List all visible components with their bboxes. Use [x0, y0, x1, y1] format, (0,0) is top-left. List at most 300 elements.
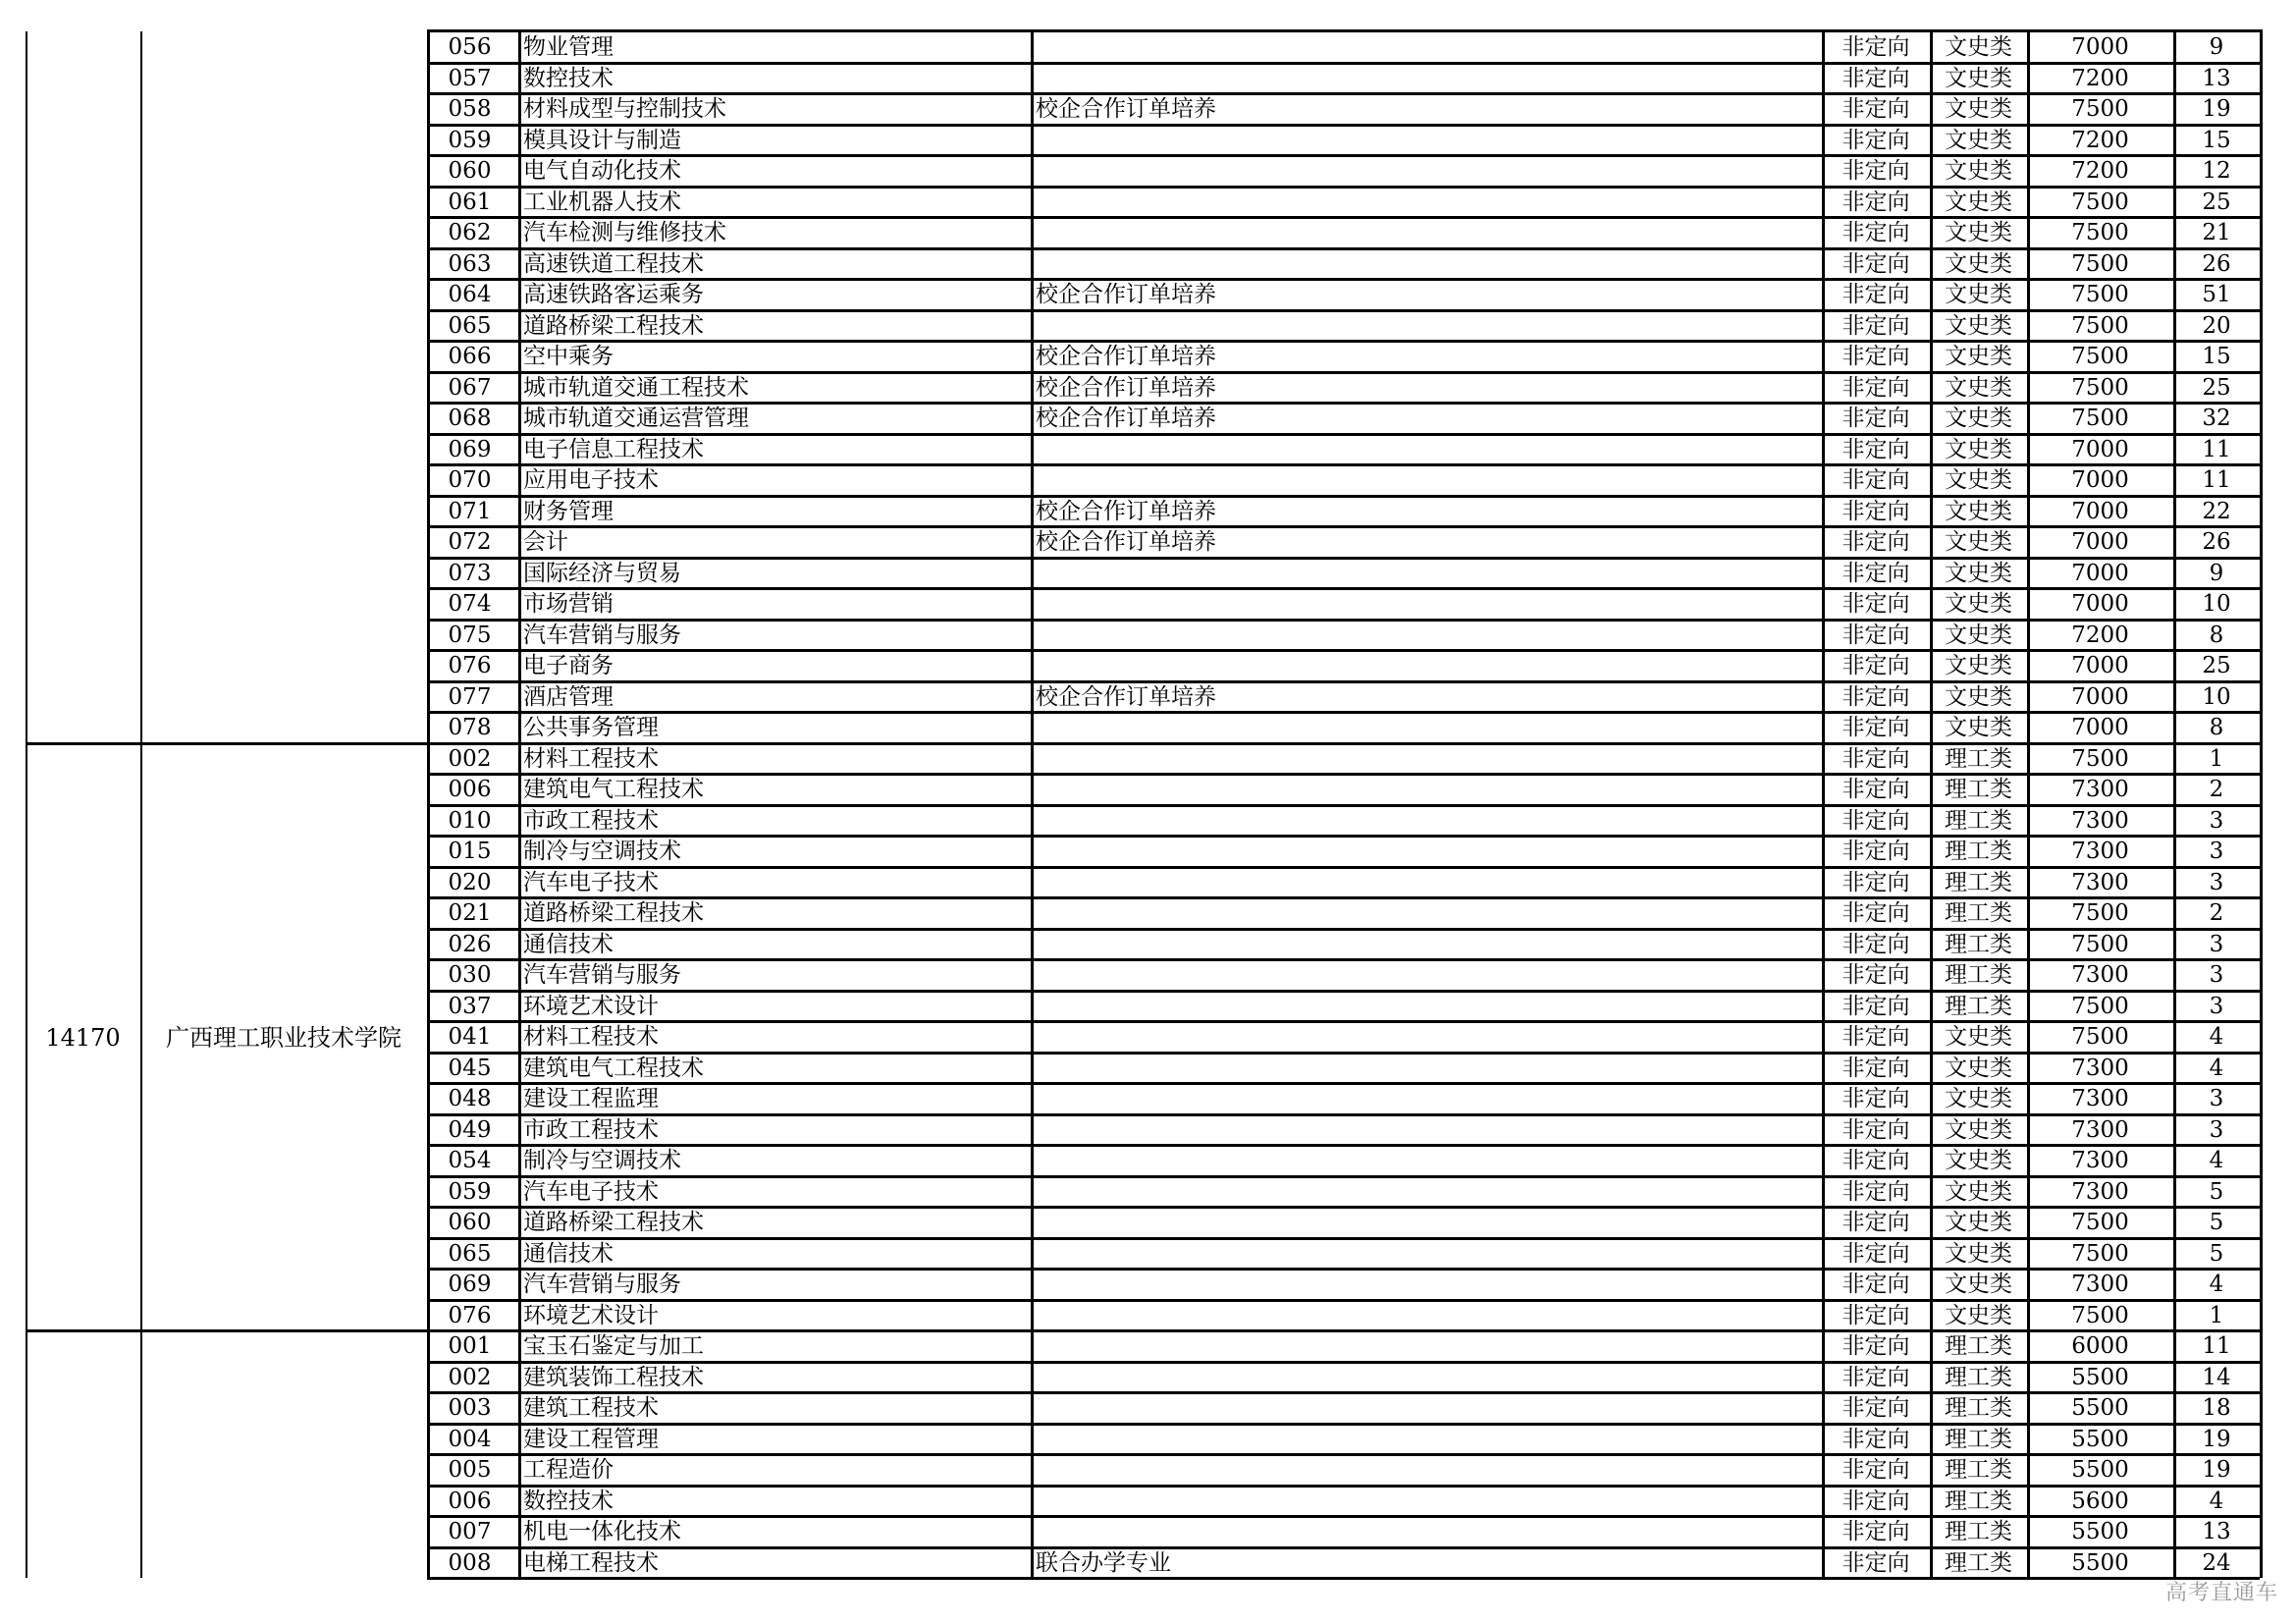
subject-category: 文史类 — [1945, 189, 2012, 215]
major-name: 建设工程管理 — [523, 1426, 659, 1452]
plan-count: 3 — [2209, 1086, 2224, 1112]
major-code: 002 — [448, 1364, 492, 1390]
major-name: 道路桥梁工程技术 — [523, 900, 704, 927]
major-code: 072 — [448, 529, 492, 556]
tuition-fee: 7200 — [2071, 158, 2129, 185]
subject-category: 理工类 — [1945, 1333, 2012, 1360]
major-code: 075 — [448, 622, 492, 648]
major-code: 008 — [448, 1549, 492, 1576]
subject-category: 理工类 — [1945, 1457, 2012, 1484]
plan-count: 18 — [2202, 1395, 2231, 1422]
plan-type: 非定向 — [1842, 962, 1910, 989]
tuition-fee: 5500 — [2071, 1457, 2129, 1484]
major-name: 通信技术 — [523, 931, 614, 957]
major-code: 076 — [448, 1302, 492, 1328]
major-name: 材料工程技术 — [523, 745, 659, 772]
plan-type: 非定向 — [1842, 189, 1910, 215]
row-border — [427, 1237, 2260, 1240]
plan-count: 12 — [2202, 158, 2231, 185]
plan-type: 非定向 — [1842, 653, 1910, 679]
plan-type: 非定向 — [1842, 1488, 1910, 1514]
plan-count: 26 — [2202, 250, 2231, 277]
tuition-fee: 7500 — [2071, 1302, 2129, 1328]
major-name: 汽车营销与服务 — [523, 1272, 681, 1298]
plan-count: 11 — [2202, 436, 2231, 462]
tuition-fee: 7500 — [2071, 1024, 2129, 1051]
row-border — [427, 1268, 2260, 1271]
column-border — [2027, 29, 2030, 1578]
major-name: 道路桥梁工程技术 — [523, 1210, 704, 1236]
tuition-fee: 7200 — [2071, 622, 2129, 648]
plan-type: 非定向 — [1842, 467, 1910, 494]
tuition-fee: 7500 — [2071, 993, 2129, 1019]
tuition-fee: 7000 — [2071, 683, 2129, 710]
subject-category: 理工类 — [1945, 1549, 2012, 1576]
plan-type: 非定向 — [1842, 529, 1910, 556]
tuition-fee: 7000 — [2071, 34, 2129, 61]
plan-count: 5 — [2209, 1210, 2224, 1236]
subject-category: 文史类 — [1945, 312, 2012, 339]
tuition-fee: 7300 — [2071, 807, 2129, 834]
column-border — [518, 29, 521, 1578]
major-name: 高速铁路客运乘务 — [523, 282, 704, 308]
subject-category: 文史类 — [1945, 406, 2012, 432]
plan-type: 非定向 — [1842, 1240, 1910, 1267]
plan-type: 非定向 — [1842, 993, 1910, 1019]
school-name: 广西理工职业技术学院 — [166, 1024, 401, 1053]
major-name: 应用电子技术 — [523, 467, 659, 494]
major-note: 校企合作订单培养 — [1036, 374, 1216, 401]
major-code: 062 — [448, 220, 492, 246]
subject-category: 理工类 — [1945, 745, 2012, 772]
major-code: 070 — [448, 467, 492, 494]
tuition-fee: 7300 — [2071, 1148, 2129, 1174]
major-name: 建筑装饰工程技术 — [523, 1364, 704, 1390]
plan-type: 非定向 — [1842, 1086, 1910, 1112]
plan-type: 非定向 — [1842, 65, 1910, 91]
row-border — [427, 92, 2260, 95]
subject-category: 文史类 — [1945, 498, 2012, 524]
row-border — [427, 1577, 2260, 1580]
plan-count: 3 — [2209, 931, 2224, 957]
major-code: 065 — [448, 312, 492, 339]
major-name: 工业机器人技术 — [523, 189, 681, 215]
tuition-fee: 7300 — [2071, 777, 2129, 803]
plan-count: 24 — [2202, 1549, 2231, 1576]
row-border — [427, 495, 2260, 498]
major-code: 005 — [448, 1457, 492, 1484]
subject-category: 文史类 — [1945, 1210, 2012, 1236]
tuition-fee: 7000 — [2071, 498, 2129, 524]
major-code: 015 — [448, 839, 492, 865]
row-border — [427, 928, 2260, 931]
plan-type: 非定向 — [1842, 158, 1910, 185]
major-name: 建筑电气工程技术 — [523, 1055, 704, 1081]
row-border — [427, 371, 2260, 374]
plan-count: 14 — [2202, 1364, 2231, 1390]
row-border — [427, 1515, 2260, 1518]
school-separator — [26, 742, 427, 745]
major-name: 公共事务管理 — [523, 715, 659, 741]
row-border — [427, 990, 2260, 993]
row-border — [427, 1082, 2260, 1085]
row-border — [427, 402, 2260, 405]
plan-type: 非定向 — [1842, 683, 1910, 710]
major-name: 空中乘务 — [523, 344, 614, 370]
tuition-fee: 7500 — [2071, 900, 2129, 927]
major-code: 069 — [448, 436, 492, 462]
row-border — [427, 866, 2260, 869]
major-name: 材料工程技术 — [523, 1024, 659, 1051]
row-border — [427, 773, 2260, 776]
subject-category: 文史类 — [1945, 591, 2012, 618]
tuition-fee: 7000 — [2071, 560, 2129, 586]
subject-category: 文史类 — [1945, 653, 2012, 679]
major-code: 059 — [448, 1178, 492, 1205]
plan-count: 10 — [2202, 591, 2231, 618]
major-code: 064 — [448, 282, 492, 308]
major-name: 汽车电子技术 — [523, 869, 659, 895]
plan-type: 非定向 — [1842, 1333, 1910, 1360]
tuition-fee: 7500 — [2071, 745, 2129, 772]
major-name: 电子信息工程技术 — [523, 436, 704, 462]
subject-category: 理工类 — [1945, 1426, 2012, 1452]
row-border — [427, 216, 2260, 219]
plan-type: 非定向 — [1842, 1116, 1910, 1143]
major-name: 环境艺术设计 — [523, 993, 659, 1019]
major-code: 004 — [448, 1426, 492, 1452]
plan-count: 11 — [2202, 1333, 2231, 1360]
major-name: 建筑电气工程技术 — [523, 777, 704, 803]
major-name: 建筑工程技术 — [523, 1395, 659, 1422]
major-name: 汽车检测与维修技术 — [523, 220, 726, 246]
major-code: 006 — [448, 1488, 492, 1514]
plan-count: 2 — [2209, 777, 2224, 803]
subject-category: 文史类 — [1945, 1178, 2012, 1205]
subject-category: 理工类 — [1945, 807, 2012, 834]
tuition-fee: 7300 — [2071, 869, 2129, 895]
school-left-border — [26, 31, 27, 1578]
plan-count: 19 — [2202, 1457, 2231, 1484]
tuition-fee: 7300 — [2071, 962, 2129, 989]
major-note: 校企合作订单培养 — [1036, 683, 1216, 710]
tuition-fee: 7000 — [2071, 653, 2129, 679]
row-border — [427, 804, 2260, 807]
row-border — [427, 309, 2260, 312]
column-border — [1930, 29, 1933, 1578]
plan-type: 非定向 — [1842, 777, 1910, 803]
major-code: 026 — [448, 931, 492, 957]
plan-type: 非定向 — [1842, 127, 1910, 153]
subject-category: 理工类 — [1945, 839, 2012, 865]
major-code: 077 — [448, 683, 492, 710]
major-code: 037 — [448, 993, 492, 1019]
subject-category: 文史类 — [1945, 1240, 2012, 1267]
major-code: 041 — [448, 1024, 492, 1051]
plan-type: 非定向 — [1842, 374, 1910, 401]
plan-type: 非定向 — [1842, 900, 1910, 927]
plan-type: 非定向 — [1842, 220, 1910, 246]
subject-category: 文史类 — [1945, 467, 2012, 494]
subject-category: 文史类 — [1945, 622, 2012, 648]
subject-category: 文史类 — [1945, 1116, 2012, 1143]
plan-count: 3 — [2209, 993, 2224, 1019]
subject-category: 文史类 — [1945, 34, 2012, 61]
plan-count: 4 — [2209, 1488, 2224, 1514]
tuition-fee: 7500 — [2071, 250, 2129, 277]
major-code: 057 — [448, 65, 492, 91]
subject-category: 文史类 — [1945, 683, 2012, 710]
plan-type: 非定向 — [1842, 282, 1910, 308]
major-code: 078 — [448, 715, 492, 741]
row-border — [427, 1175, 2260, 1178]
row-border — [427, 1329, 2260, 1332]
subject-category: 理工类 — [1945, 1364, 2012, 1390]
plan-count: 5 — [2209, 1178, 2224, 1205]
plan-count: 3 — [2209, 869, 2224, 895]
tuition-fee: 7000 — [2071, 467, 2129, 494]
row-border — [427, 1546, 2260, 1549]
tuition-fee: 7500 — [2071, 406, 2129, 432]
major-code: 071 — [448, 498, 492, 524]
tuition-fee: 7500 — [2071, 1240, 2129, 1267]
major-name: 电子商务 — [523, 653, 614, 679]
plan-type: 非定向 — [1842, 1210, 1910, 1236]
major-name: 工程造价 — [523, 1457, 614, 1484]
row-border — [427, 1391, 2260, 1394]
major-code: 074 — [448, 591, 492, 618]
major-name: 城市轨道交通工程技术 — [523, 374, 749, 401]
plan-type: 非定向 — [1842, 745, 1910, 772]
plan-type: 非定向 — [1842, 807, 1910, 834]
major-code: 054 — [448, 1148, 492, 1174]
major-code: 010 — [448, 807, 492, 834]
row-border — [427, 1299, 2260, 1302]
subject-category: 文史类 — [1945, 282, 2012, 308]
major-name: 建设工程监理 — [523, 1086, 659, 1112]
plan-type: 非定向 — [1842, 436, 1910, 462]
plan-count: 4 — [2209, 1148, 2224, 1174]
plan-type: 非定向 — [1842, 1549, 1910, 1576]
plan-count: 1 — [2209, 745, 2224, 772]
major-name: 机电一体化技术 — [523, 1519, 681, 1545]
tuition-fee: 5500 — [2071, 1364, 2129, 1390]
plan-count: 2 — [2209, 900, 2224, 927]
major-name: 物业管理 — [523, 34, 614, 61]
major-name: 市场营销 — [523, 591, 614, 618]
plan-type: 非定向 — [1842, 312, 1910, 339]
major-note: 校企合作订单培养 — [1036, 282, 1216, 308]
row-border — [427, 278, 2260, 281]
subject-category: 文史类 — [1945, 127, 2012, 153]
plan-type: 非定向 — [1842, 1178, 1910, 1205]
major-name: 数控技术 — [523, 65, 614, 91]
table-top-border — [427, 29, 2260, 32]
school-name-border — [140, 31, 142, 1578]
watermark: 高考直通车 — [2164, 1581, 2278, 1605]
subject-category: 文史类 — [1945, 65, 2012, 91]
plan-count: 26 — [2202, 529, 2231, 556]
plan-type: 非定向 — [1842, 1364, 1910, 1390]
major-code: 061 — [448, 189, 492, 215]
row-border — [427, 557, 2260, 560]
major-name: 酒店管理 — [523, 683, 614, 710]
subject-category: 理工类 — [1945, 777, 2012, 803]
tuition-fee: 7500 — [2071, 312, 2129, 339]
major-code: 067 — [448, 374, 492, 401]
plan-type: 非定向 — [1842, 931, 1910, 957]
plan-type: 非定向 — [1842, 34, 1910, 61]
row-border — [427, 1453, 2260, 1456]
major-code: 066 — [448, 344, 492, 370]
major-code: 065 — [448, 1240, 492, 1267]
major-code: 063 — [448, 250, 492, 277]
plan-count: 25 — [2202, 374, 2231, 401]
row-border — [427, 1052, 2260, 1055]
row-border — [427, 124, 2260, 127]
plan-count: 10 — [2202, 683, 2231, 710]
plan-type: 非定向 — [1842, 1024, 1910, 1051]
plan-count: 15 — [2202, 127, 2231, 153]
tuition-fee: 7000 — [2071, 591, 2129, 618]
plan-type: 非定向 — [1842, 1457, 1910, 1484]
major-note: 校企合作订单培养 — [1036, 406, 1216, 432]
subject-category: 理工类 — [1945, 1519, 2012, 1545]
major-name: 市政工程技术 — [523, 1116, 659, 1143]
row-border — [427, 433, 2260, 436]
major-name: 市政工程技术 — [523, 807, 659, 834]
major-name: 材料成型与控制技术 — [523, 96, 726, 123]
plan-type: 非定向 — [1842, 622, 1910, 648]
row-border — [427, 680, 2260, 683]
major-name: 通信技术 — [523, 1240, 614, 1267]
row-border — [427, 154, 2260, 157]
subject-category: 理工类 — [1945, 962, 2012, 989]
plan-type: 非定向 — [1842, 1272, 1910, 1298]
row-border — [427, 1485, 2260, 1488]
subject-category: 理工类 — [1945, 993, 2012, 1019]
row-border — [427, 463, 2260, 466]
major-code: 059 — [448, 127, 492, 153]
plan-count: 19 — [2202, 96, 2231, 123]
major-name: 汽车营销与服务 — [523, 962, 681, 989]
row-border — [427, 247, 2260, 250]
major-code: 048 — [448, 1086, 492, 1112]
major-code: 060 — [448, 1210, 492, 1236]
plan-type: 非定向 — [1842, 406, 1910, 432]
plan-count: 3 — [2209, 839, 2224, 865]
tuition-fee: 7000 — [2071, 436, 2129, 462]
tuition-fee: 6000 — [2071, 1333, 2129, 1360]
major-name: 汽车营销与服务 — [523, 622, 681, 648]
plan-type: 非定向 — [1842, 1148, 1910, 1174]
subject-category: 文史类 — [1945, 1302, 2012, 1328]
major-code: 003 — [448, 1395, 492, 1422]
row-border — [427, 1113, 2260, 1116]
tuition-fee: 7200 — [2071, 127, 2129, 153]
major-name: 电梯工程技术 — [523, 1549, 659, 1576]
plan-type: 非定向 — [1842, 1055, 1910, 1081]
row-border — [427, 1020, 2260, 1023]
major-code: 058 — [448, 96, 492, 123]
major-code: 049 — [448, 1116, 492, 1143]
tuition-fee: 7500 — [2071, 374, 2129, 401]
major-code: 021 — [448, 900, 492, 927]
row-border — [427, 896, 2260, 899]
tuition-fee: 5500 — [2071, 1395, 2129, 1422]
major-name: 会计 — [523, 529, 568, 556]
tuition-fee: 7300 — [2071, 1055, 2129, 1081]
major-code: 007 — [448, 1519, 492, 1545]
major-name: 财务管理 — [523, 498, 614, 524]
major-code: 056 — [448, 34, 492, 61]
major-note: 校企合作订单培养 — [1036, 498, 1216, 524]
subject-category: 文史类 — [1945, 96, 2012, 123]
tuition-fee: 7500 — [2071, 189, 2129, 215]
plan-count: 32 — [2202, 406, 2231, 432]
tuition-fee: 7300 — [2071, 1272, 2129, 1298]
row-border — [427, 62, 2260, 65]
tuition-fee: 7500 — [2071, 282, 2129, 308]
major-code: 060 — [448, 158, 492, 185]
plan-count: 25 — [2202, 189, 2231, 215]
row-border — [427, 1144, 2260, 1147]
subject-category: 文史类 — [1945, 344, 2012, 370]
subject-category: 文史类 — [1945, 529, 2012, 556]
row-border — [427, 835, 2260, 838]
plan-count: 15 — [2202, 344, 2231, 370]
plan-type: 非定向 — [1842, 839, 1910, 865]
row-border — [427, 711, 2260, 714]
plan-count: 4 — [2209, 1024, 2224, 1051]
tuition-fee: 5500 — [2071, 1519, 2129, 1545]
column-border — [427, 29, 430, 1578]
major-name: 电气自动化技术 — [523, 158, 681, 185]
plan-count: 21 — [2202, 220, 2231, 246]
major-code: 073 — [448, 560, 492, 586]
plan-count: 1 — [2209, 1302, 2224, 1328]
plan-count: 5 — [2209, 1240, 2224, 1267]
plan-count: 8 — [2209, 715, 2224, 741]
row-border — [427, 340, 2260, 343]
row-border — [427, 525, 2260, 528]
tuition-fee: 7300 — [2071, 1116, 2129, 1143]
subject-category: 文史类 — [1945, 1024, 2012, 1051]
plan-count: 11 — [2202, 467, 2231, 494]
plan-type: 非定向 — [1842, 250, 1910, 277]
major-code: 045 — [448, 1055, 492, 1081]
subject-category: 文史类 — [1945, 1148, 2012, 1174]
subject-category: 文史类 — [1945, 436, 2012, 462]
plan-type: 非定向 — [1842, 1519, 1910, 1545]
subject-category: 理工类 — [1945, 1395, 2012, 1422]
plan-type: 非定向 — [1842, 591, 1910, 618]
major-code: 020 — [448, 869, 492, 895]
subject-category: 文史类 — [1945, 250, 2012, 277]
plan-type: 非定向 — [1842, 96, 1910, 123]
major-note: 校企合作订单培养 — [1036, 529, 1216, 556]
major-name: 道路桥梁工程技术 — [523, 312, 704, 339]
major-name: 宝玉石鉴定与加工 — [523, 1333, 704, 1360]
subject-category: 理工类 — [1945, 900, 2012, 927]
plan-type: 非定向 — [1842, 715, 1910, 741]
plan-type: 非定向 — [1842, 498, 1910, 524]
plan-type: 非定向 — [1842, 560, 1910, 586]
subject-category: 理工类 — [1945, 931, 2012, 957]
subject-category: 文史类 — [1945, 1272, 2012, 1298]
plan-count: 9 — [2209, 560, 2224, 586]
tuition-fee: 7500 — [2071, 96, 2129, 123]
